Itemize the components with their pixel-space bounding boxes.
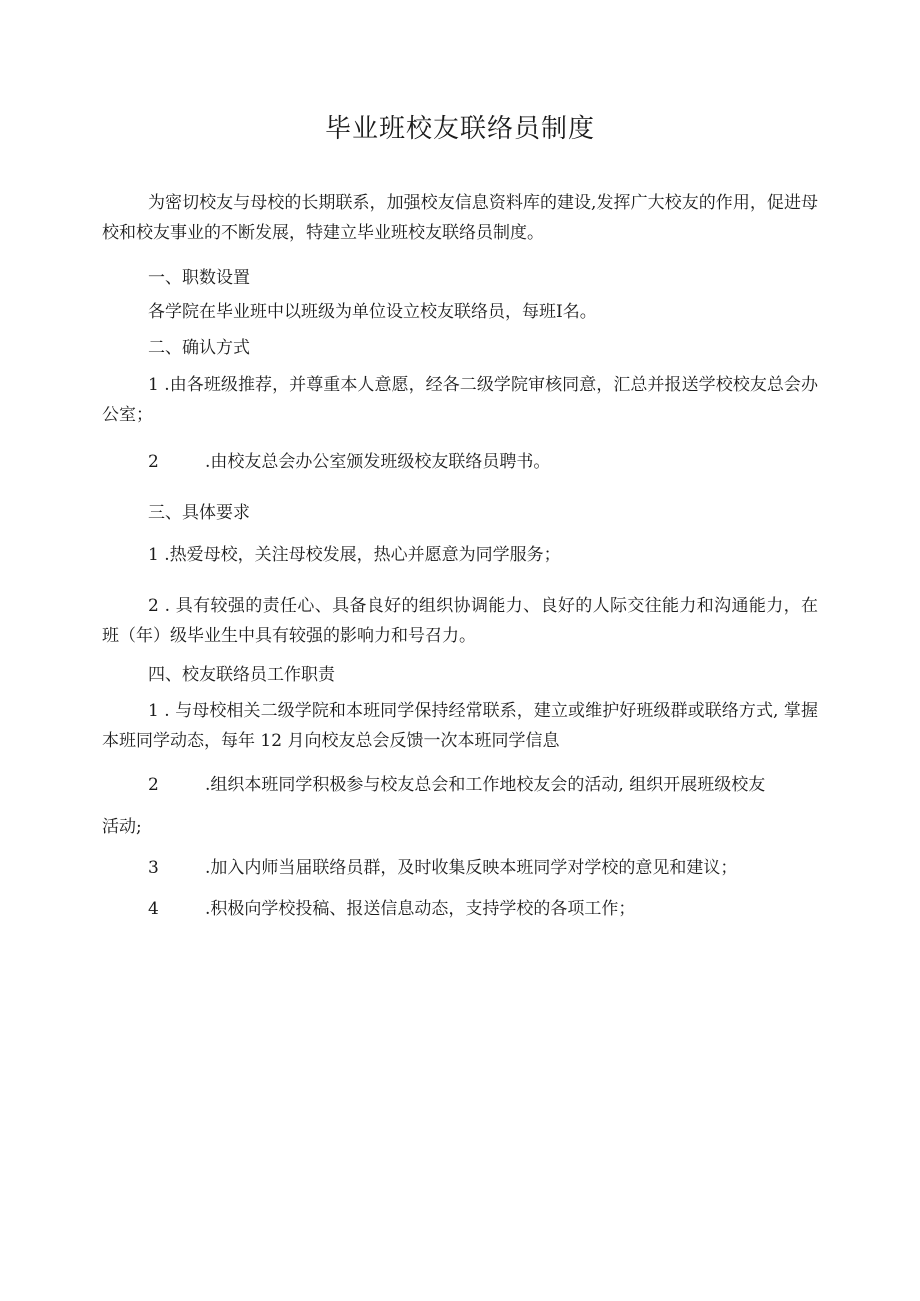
section-4-item-3-number: 3	[148, 858, 159, 878]
document-title: 毕业班校友联络员制度	[324, 114, 595, 144]
section-4-item-2-number: 2	[148, 775, 159, 795]
section-heading-4: 四、校友联络员工作职责	[148, 665, 335, 685]
intro-paragraph: 为密切校友与母校的长期联系，加强校友信息资料库的建设,发挥广大校友的作用，促进母校和校友事业的不断发展，特建立毕业班校友联络员制度。	[102, 193, 818, 243]
section-heading-3: 三、具体要求	[148, 503, 250, 523]
section-2-item-2-number: 2	[148, 452, 159, 472]
section-4-item-2-text: .组织本班同学积极参与校友总会和工作地校友会的活动, 组织开展班级校友	[205, 775, 766, 795]
section-4-item-2-continuation: 活动;	[102, 817, 142, 837]
section-body-1: 各学院在毕业班中以班级为单位设立校友联络员，每班I名。	[148, 302, 597, 322]
section-heading-2: 二、确认方式	[148, 338, 250, 358]
section-2-item-2-text: .由校友总会办公室颁发班级校友联络员聘书。	[205, 452, 551, 472]
section-heading-1: 一、职数设置	[148, 268, 250, 288]
section-3-item-1: 1 .热爱母校，关注母校发展，热心并愿意为同学服务；	[148, 545, 561, 565]
section-4-item-1: 1 . 与母校相关二级学院和本班同学保持经常联系，建立或维护好班级群或联络方式, 掌握本班同学动态，每年 12 月向校友总会反馈一次本班同学信息	[102, 701, 818, 751]
section-2-item-1: 1 .由各班级推荐，并尊重本人意愿，经各二级学院审核同意，汇总并报送学校校友总会办公室；	[102, 375, 818, 425]
section-4-item-3-text: .加入内师当届联络员群，及时收集反映本班同学对学校的意见和建议；	[205, 858, 738, 878]
section-3-item-2: 2 . 具有较强的责任心、具备良好的组织协调能力、良好的人际交往能力和沟通能力，在班（年）级毕业生中具有较强的影响力和号召力。	[102, 596, 818, 646]
section-4-item-4-text: .积极向学校投稿、报送信息动态，支持学校的各项工作；	[205, 899, 636, 919]
section-4-item-4-number: 4	[148, 899, 159, 919]
